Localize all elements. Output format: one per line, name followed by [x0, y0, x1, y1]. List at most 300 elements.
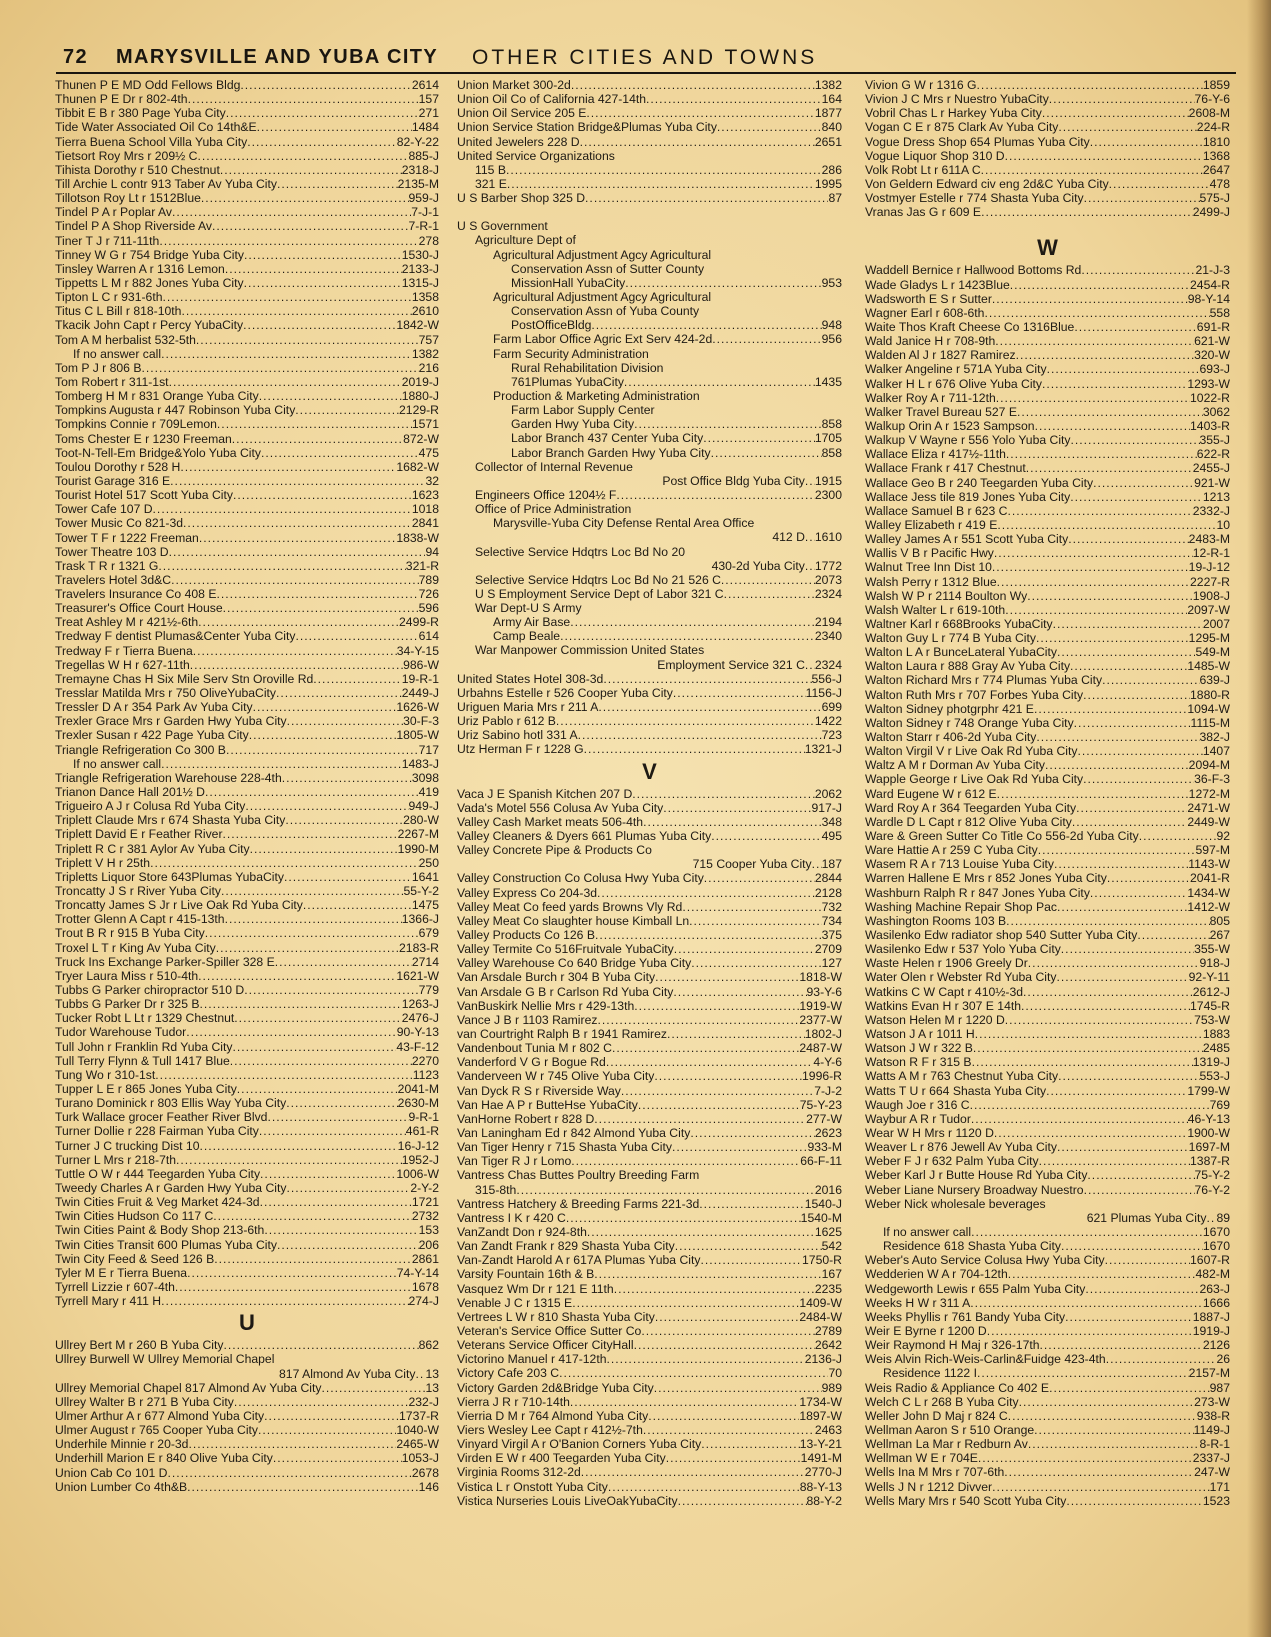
listing-entry: [55, 177, 439, 191]
listing-name: Walley Elizabeth r 419 E: [865, 517, 998, 532]
phone-number: 1143-W: [1188, 857, 1230, 872]
dot-leader: [994, 546, 1193, 560]
listing-name: Toulou Dorothy r 528 H: [55, 459, 181, 474]
listing-name: Vaca J E Spanish Kitchen 207 D: [457, 786, 633, 801]
dot-leader: [1057, 900, 1187, 914]
listing-name: Weber's Auto Service Colusa Hwy Yuba City: [865, 1253, 1105, 1268]
phone-number: 542: [821, 1239, 842, 1254]
phone-number: 885-J: [408, 148, 439, 163]
dot-leader: [197, 149, 408, 163]
dot-leader: [711, 829, 821, 843]
dot-leader: [1049, 92, 1195, 106]
dot-leader: [655, 1310, 799, 1324]
phone-number: 2471-W: [1187, 800, 1230, 815]
dot-leader: [654, 1381, 822, 1395]
phone-number: 2194: [814, 615, 842, 630]
listing-entry: [55, 1209, 439, 1223]
dot-leader: [196, 333, 419, 347]
phone-number: 2129-R: [399, 403, 439, 418]
listing-name: Van Zandt Frank r 829 Shasta Yuba City: [457, 1239, 675, 1254]
dot-leader: [1053, 617, 1203, 631]
dot-leader: [721, 573, 815, 587]
phone-number: 2449-J: [401, 686, 439, 701]
listing-entry: [55, 1338, 439, 1352]
listing-entry: [457, 815, 842, 829]
listing-entry: [457, 304, 842, 318]
listing-entry: [865, 815, 1230, 829]
listing-entry: [457, 248, 842, 262]
dot-leader: [701, 1437, 800, 1451]
listing-entry: [865, 716, 1230, 730]
dot-leader: [621, 1084, 814, 1098]
dot-leader: [571, 1154, 800, 1168]
listing-name: Walkup V Wayne r 556 Yolo Yuba City: [865, 433, 1071, 448]
listing-entry: [865, 1168, 1230, 1182]
listing-entry: [457, 559, 842, 573]
phone-number: 917-J: [811, 800, 842, 815]
dot-leader: [183, 516, 412, 530]
dot-leader: [260, 1195, 412, 1209]
listing-name: Underhile Minnie r 20-3d: [55, 1437, 189, 1452]
dot-leader: [1034, 1423, 1194, 1437]
listing-entry: [457, 801, 842, 815]
listing-name: Tippetts L M r 882 Jones Yuba City: [55, 275, 244, 290]
dot-leader: [198, 615, 399, 629]
listing-entry: [55, 460, 439, 474]
listing-name: Tredway F dentist Plumas&Center Yuba City: [55, 629, 296, 644]
directory-column-3: [865, 78, 1230, 1508]
listing-name: Farm Security Administration: [493, 346, 649, 361]
phone-number: 558: [1209, 305, 1230, 320]
dot-leader: [313, 672, 401, 686]
dot-leader: [981, 163, 1203, 177]
dot-leader: [181, 304, 411, 318]
dot-leader: [233, 488, 412, 502]
listing-entry: [55, 531, 439, 545]
dot-leader: [1046, 1084, 1187, 1098]
dot-leader: [187, 1266, 397, 1280]
listing-entry: [55, 1153, 439, 1167]
section-letter: U: [239, 1310, 255, 1336]
dot-leader: [977, 1366, 1189, 1380]
phone-number: 1810: [1202, 134, 1230, 149]
listing-entry: [457, 1451, 842, 1465]
listing-name: Agricultural Adjustment Agcy Agricultural: [493, 289, 712, 304]
phone-number: 2844: [814, 871, 842, 886]
listing-entry: [865, 1098, 1230, 1112]
phone-number: 726: [418, 587, 439, 602]
listing-entry: [457, 1381, 842, 1395]
phone-number: 89: [1216, 1210, 1230, 1225]
phone-number: 1908-J: [1192, 588, 1230, 603]
listing-entry: [457, 629, 842, 643]
listing-entry: [55, 149, 439, 163]
listing-entry: [865, 631, 1230, 645]
listing-entry: [457, 601, 842, 615]
phone-number: 1407: [1202, 744, 1230, 759]
phone-number: 1319-J: [1192, 1055, 1230, 1070]
listing-name: Labor Branch 437 Center Yuba City: [511, 431, 704, 446]
listing-entry: [457, 985, 842, 999]
listing-entry: [865, 518, 1230, 532]
listing-name: Uriz Pablo r 612 B: [457, 714, 556, 729]
listing-entry: [457, 1324, 842, 1338]
dot-leader: [1047, 362, 1200, 376]
dot-leader: [559, 1366, 828, 1380]
listing-entry: [55, 1195, 439, 1209]
listing-name: Valley Cleaners & Dyers 661 Plumas Yuba City: [457, 829, 712, 844]
listing-name: Twin Cities Hudson Co 117 C: [55, 1209, 214, 1224]
listing-name: Tom Robert r 311-1st: [55, 374, 169, 389]
dot-leader: [1072, 815, 1187, 829]
phone-number: 1412-W: [1187, 899, 1230, 914]
listing-entry: [55, 1011, 439, 1025]
phone-number: 66-F-11: [800, 1154, 842, 1169]
listing-name: Weaver L r 876 Jewell Av Yuba City: [865, 1140, 1057, 1155]
listing-name: Wardle D L Capt r 812 Olive Yuba City: [865, 814, 1072, 829]
dot-leader: [1049, 1381, 1210, 1395]
phone-number: 1737-R: [399, 1408, 439, 1423]
listing-entry: [865, 772, 1230, 786]
dot-leader: [666, 1451, 801, 1465]
dot-leader: [212, 219, 409, 233]
listing-entry: [55, 714, 439, 728]
dot-leader: [570, 615, 815, 629]
listing-entry: [865, 377, 1230, 391]
dot-leader: [556, 714, 815, 728]
listing-name: Tung Wo r 310-1st: [55, 1067, 156, 1082]
listing-name: Vostmyer Estelle r 774 Shasta Yuba City: [865, 191, 1084, 206]
listing-name: Tubbs G Parker chiropractor 510 D: [55, 983, 245, 997]
spacer: [865, 219, 1230, 233]
phone-number: 1772: [814, 558, 842, 573]
listing-entry: [457, 163, 842, 177]
dot-leader: [1061, 1239, 1203, 1253]
listing-entry: [457, 1013, 842, 1027]
phone-number: 146: [418, 1479, 439, 1494]
listing-entry: [865, 560, 1230, 574]
directory-column-1: [55, 78, 439, 1494]
listing-name: Post Office Bldg Yuba City: [662, 473, 805, 488]
phone-number: 679: [418, 926, 439, 941]
listing-name: Waltner Karl r 668Brooks YubaCity: [865, 616, 1053, 631]
phone-number: 127: [821, 956, 842, 971]
phone-number: 2485: [1202, 1041, 1230, 1056]
phone-number: 2377-W: [799, 1012, 842, 1027]
dot-leader: [1016, 348, 1194, 362]
listing-entry: [865, 391, 1230, 405]
phone-number: 1626-W: [396, 700, 439, 715]
dot-leader: [1070, 659, 1187, 673]
listing-entry: [457, 573, 842, 587]
listing-name: Tregellas W H r 627-11th: [55, 657, 190, 672]
phone-number: 1625: [814, 1224, 842, 1239]
dot-leader: [193, 644, 397, 658]
listing-entry: [457, 1112, 842, 1126]
listing-entry: [457, 1310, 842, 1324]
dot-leader: [1021, 999, 1190, 1013]
listing-entry: [457, 502, 842, 516]
dot-leader: [1026, 461, 1193, 475]
listing-name: Watson J A r 1011 H: [865, 1027, 975, 1041]
listing-name: Veteran's Service Office Sutter Co: [457, 1323, 642, 1338]
listing-name: Tiner T J r 711-11th: [55, 233, 160, 248]
listing-entry: [55, 1352, 439, 1366]
listing-name: Tryer Laura Miss r 510-4th: [55, 968, 199, 983]
phone-number: 614: [418, 629, 439, 644]
phone-number: 34-Y-15: [396, 643, 439, 658]
listing-name: Tompkins Augusta r 447 Robinson Yuba City: [55, 403, 296, 418]
listing-entry: [865, 1211, 1230, 1225]
listing-name: Trotter Glenn A Capt r 415-13th: [55, 912, 225, 927]
listing-entry: [55, 1409, 439, 1423]
listing-entry: [457, 999, 842, 1013]
phone-number: 19-R-1: [401, 671, 439, 686]
dot-leader: [172, 205, 411, 219]
listing-name: Volk Robt Lt r 611A C: [865, 162, 981, 177]
phone-number: 1272-M: [1188, 786, 1230, 801]
phone-number: 2235: [814, 1281, 842, 1296]
listing-name: United Service Organizations: [457, 148, 615, 163]
listing-name: Weir E Byrne r 1200 D: [865, 1323, 987, 1338]
phone-number: 1818-W: [799, 970, 842, 985]
dot-leader: [560, 629, 815, 643]
listing-name: Vanderford V G r Bogue Rd: [457, 1055, 606, 1070]
listing-entry: [457, 460, 842, 474]
phone-number: 13: [425, 1380, 439, 1395]
listing-name: Vasquez Wm Dr r 121 E 11th: [457, 1281, 614, 1296]
dot-leader: [205, 785, 419, 799]
phone-number: 278: [418, 233, 439, 248]
listing-entry: [457, 700, 842, 714]
listing-entry: [55, 389, 439, 403]
listing-entry: [55, 700, 439, 714]
phone-number: 699: [821, 700, 842, 715]
dot-leader: [1058, 1069, 1199, 1083]
phone-number: 2623: [814, 1125, 842, 1140]
dot-leader: [673, 686, 806, 700]
phone-number: 153: [418, 1223, 439, 1238]
listing-entry: [457, 714, 842, 728]
dot-leader: [724, 587, 815, 601]
phone-number: 187: [821, 857, 842, 872]
listing-entry: [865, 886, 1230, 900]
phone-number: 953: [821, 275, 842, 290]
listing-entry: [55, 1367, 439, 1381]
phone-number: 2073: [814, 572, 842, 587]
phone-number: 2062: [814, 786, 842, 801]
phone-number: 769: [1209, 1097, 1230, 1112]
phone-number: 76-Y-6: [1194, 92, 1230, 107]
phone-number: 355-W: [1194, 942, 1230, 957]
dot-leader: [981, 205, 1193, 219]
listing-entry: [457, 787, 842, 801]
listing-entry: [457, 587, 842, 601]
dot-leader: [259, 1124, 406, 1138]
phone-number: 1697-M: [1188, 1140, 1230, 1155]
phone-number: 263-J: [1199, 1281, 1230, 1296]
listing-name: Valley Meat Co slaughter house Kimball Ln: [457, 913, 690, 928]
listing-entry: [457, 1239, 842, 1253]
phone-number: 348: [821, 814, 842, 829]
dot-leader: [624, 375, 815, 389]
listing-name: Tomberg H M r 831 Orange Yuba City: [55, 389, 259, 404]
phone-number: 2267-M: [397, 827, 439, 842]
listing-entry: [865, 476, 1230, 490]
listing-entry: [865, 263, 1230, 277]
phone-number: 596: [418, 601, 439, 616]
phone-number: 1094-W: [1187, 701, 1230, 716]
listing-name: Triangle Refrigeration Co 300 B: [55, 742, 226, 757]
phone-number: 723: [821, 728, 842, 743]
phone-number: 4-Y-6: [813, 1055, 842, 1070]
dot-leader: [1019, 1395, 1195, 1409]
listing-entry: [457, 886, 842, 900]
listing-name: Tyrrell Mary r 411 H: [55, 1294, 162, 1309]
dot-leader: [690, 1126, 815, 1140]
phone-number: 1387-R: [1190, 1154, 1230, 1169]
phone-number: 2465-W: [396, 1437, 439, 1452]
dot-leader: [169, 375, 402, 389]
phone-number: 1919-J: [1192, 1323, 1230, 1338]
listing-name: Camp Beale: [493, 629, 561, 644]
listing-name: Watts T U r 664 Shasta Yuba City: [865, 1083, 1047, 1098]
listing-name: Ware Hattie A r 259 C Yuba City: [865, 843, 1038, 858]
dot-leader: [141, 361, 418, 375]
listing-name: Venable J C r 1315 E: [457, 1295, 573, 1310]
phone-number: 1149-J: [1193, 1422, 1230, 1437]
phone-number: 355-J: [1199, 433, 1230, 448]
listing-entry: [457, 942, 842, 956]
listing-entry: [55, 1381, 439, 1395]
listing-entry: [865, 730, 1230, 744]
phone-number: 76-Y-2: [1194, 1182, 1230, 1197]
listing-name: Troncatty J S r River Yuba City: [55, 884, 221, 899]
dot-leader: [285, 813, 403, 827]
dot-leader: [260, 1167, 396, 1181]
listing-name: Vantress I K r 420 C: [457, 1210, 566, 1225]
dot-leader: [1040, 1338, 1203, 1352]
dot-leader: [170, 474, 425, 488]
dot-leader: [223, 1338, 418, 1352]
listing-name: Treasurer's Office Court House: [55, 601, 223, 616]
listing-name: Tipton L C r 931-6th: [55, 290, 163, 305]
listing-name: Garden Hwy Yuba City: [511, 417, 635, 432]
phone-number: 2449-W: [1187, 814, 1230, 829]
phone-number: 98-Y-14: [1187, 291, 1230, 306]
listing-name: Wallace Frank r 417 Chestnut: [865, 461, 1026, 476]
listing-name: Vantress Chas Buttes Poultry Breeding Farm: [457, 1168, 700, 1183]
dot-leader: [225, 912, 402, 926]
phone-number: 2-Y-2: [410, 1180, 439, 1195]
phone-number: 88-Y-2: [806, 1493, 842, 1508]
dot-leader: [594, 1267, 821, 1281]
listing-entry: [55, 658, 439, 672]
listing-name: Walton Richard Mrs r 774 Plumas Yuba City: [865, 673, 1103, 688]
listing-entry: [865, 575, 1230, 589]
listing-name: Tresslar Matilda Mrs r 750 OliveYubaCity: [55, 686, 277, 701]
listing-name: Victory Cafe 203 C: [457, 1366, 560, 1381]
listing-name: Twin Cities Paint & Body Shop 213-6th: [55, 1223, 265, 1238]
listing-entry: [865, 1197, 1230, 1211]
listing-entry: [55, 955, 439, 969]
listing-entry: [55, 78, 439, 92]
phone-number: 382-J: [1199, 730, 1230, 745]
listing-entry: [865, 447, 1230, 461]
listing-name: Van Tiger R J r Lomo: [457, 1154, 572, 1169]
dot-leader: [258, 1423, 396, 1437]
listing-name: Tyler M E r Tierra Buena: [55, 1265, 188, 1280]
dot-leader: [678, 1494, 807, 1508]
phone-number: 46-Y-13: [1187, 1111, 1230, 1126]
dot-leader: [1109, 177, 1210, 191]
phone-number: 7-J-1: [411, 205, 439, 220]
dot-leader: [581, 1465, 805, 1479]
listing-entry: [865, 1352, 1230, 1366]
dot-leader: [1056, 970, 1188, 984]
listing-entry: [55, 1096, 439, 1110]
listing-name: Vistica L r Onstott Yuba City: [457, 1479, 608, 1494]
listing-entry: [457, 135, 842, 149]
listing-entry: [55, 757, 439, 771]
listing-entry: [55, 1223, 439, 1237]
dot-leader: [1106, 1352, 1217, 1366]
listing-name: Tremayne Chas H Six Mile Serv Stn Oroville Rd: [55, 671, 314, 686]
phone-number: 232-J: [408, 1394, 439, 1409]
listing-name: Weber Nick wholesale beverages: [865, 1196, 1046, 1211]
listing-name: Thunen P E MD Odd Fellows Bldg: [55, 78, 241, 92]
listing-entry: [865, 1494, 1230, 1508]
listing-name: Tucker Robt L Lt r 1329 Chestnut: [55, 1011, 235, 1026]
dot-leader: [171, 573, 419, 587]
phone-number: 1880-R: [1190, 687, 1230, 702]
dot-leader: [198, 969, 396, 983]
phone-number: 1995: [814, 176, 842, 191]
listing-name: Von Geldern Edward civ eng 2d&C Yuba City: [865, 176, 1109, 191]
dot-leader: [606, 1055, 813, 1069]
listing-name: War Dept-U S Army: [475, 601, 582, 616]
phone-number: 717: [418, 742, 439, 757]
listing-name: Tillotson Roy Lt r 1512Blue: [55, 191, 201, 206]
listing-name: Ward Eugene W r 612 E: [865, 786, 997, 801]
listing-entry: [457, 1140, 842, 1154]
listing-name: Tressler D A r 354 Park Av Yuba City: [55, 700, 253, 715]
listing-entry: [55, 1167, 439, 1181]
dot-leader: [1027, 589, 1193, 603]
listing-entry: [457, 1338, 842, 1352]
phone-number: 693-J: [1199, 362, 1230, 377]
listing-name: Wells Mary Mrs r 540 Scott Yuba City: [865, 1493, 1067, 1508]
listing-entry: [865, 1480, 1230, 1494]
listing-entry: [865, 92, 1230, 106]
listing-name: Vance J B r 1103 Ramirez: [457, 1012, 598, 1027]
listing-name: Walsh Walter L r 619-10th: [865, 602, 1006, 617]
dot-leader: [286, 1181, 410, 1195]
phone-number: 2487-W: [799, 1041, 842, 1056]
listing-name: Tourist Hotel 517 Scott Yuba City: [55, 488, 233, 503]
listing-name: Toms Chester E r 1230 Freeman: [55, 431, 232, 446]
listing-name: Ullrey Memorial Chapel 817 Almond Av Yuba City: [55, 1380, 322, 1395]
listing-entry: [55, 92, 439, 106]
listing-entry: [55, 248, 439, 262]
listing-entry: [865, 603, 1230, 617]
listing-entry: [457, 914, 842, 928]
phone-number: 556-J: [811, 671, 842, 686]
listing-entry: [55, 912, 439, 926]
listing-entry: [55, 785, 439, 799]
phone-number: 918-J: [1199, 956, 1230, 971]
phone-number: 1491-M: [800, 1451, 842, 1466]
